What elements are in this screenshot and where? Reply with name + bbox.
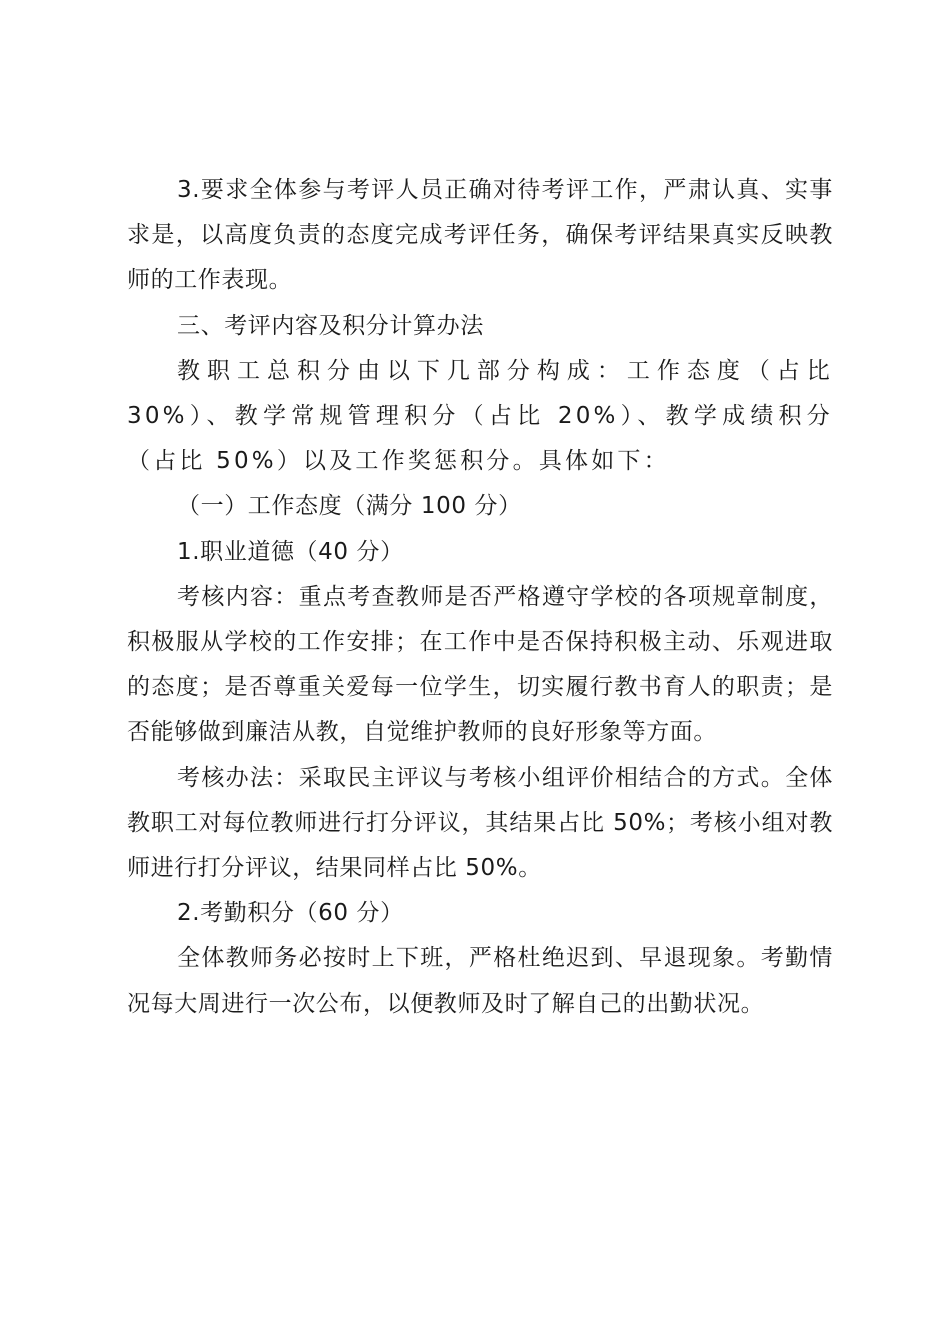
section-heading-3: 三、考评内容及积分计算办法 (177, 312, 484, 339)
attendance-paragraph: 全体教师务必按时上下班，严格杜绝迟到、早退现象。考勤情况每大周进行一次公布，以便教师及时了解自己的出勤状况。 (127, 945, 833, 1017)
document-body (127, 168, 833, 1027)
assessment-method-paragraph: 考核办法：采取民主评议与考核小组评价相结合的方式。全体教职工对每位教师进行打分评议，其结果占比 50%；考核小组对教师进行打分评议，结果同样占比 50%。 (127, 764, 833, 882)
subsection-heading-1: （一）工作态度（满分 100 分） (177, 493, 522, 520)
score-composition-paragraph: 教职工总积分由以下几部分构成：工作态度（占比30%）、教学常规管理积分（占比 20%）、教学成绩积分（占比 50%）以及工作奖惩积分。具体如下： (127, 357, 833, 475)
rule-item-3: 3.要求全体参与考评人员正确对待考评工作，严肃认真、实事求是，以高度负责的态度完成考评任务，确保考评结果真实反映教师的工作表现。 (127, 177, 833, 294)
item-heading-attendance: 2.考勤积分（60 分） (177, 900, 404, 927)
assessment-content-paragraph: 考核内容：重点考查教师是否严格遵守学校的各项规章制度，积极服从学校的工作安排；在工作中是否保持积极主动、乐观进取的态度；是否尊重关爱每一位学生，切实履行教书育人的职责；是否能够做到廉洁从教，自觉维护教师的良好形象等方面。 (127, 583, 833, 746)
item-heading-professional-ethics: 1.职业道德（40 分） (177, 538, 404, 565)
